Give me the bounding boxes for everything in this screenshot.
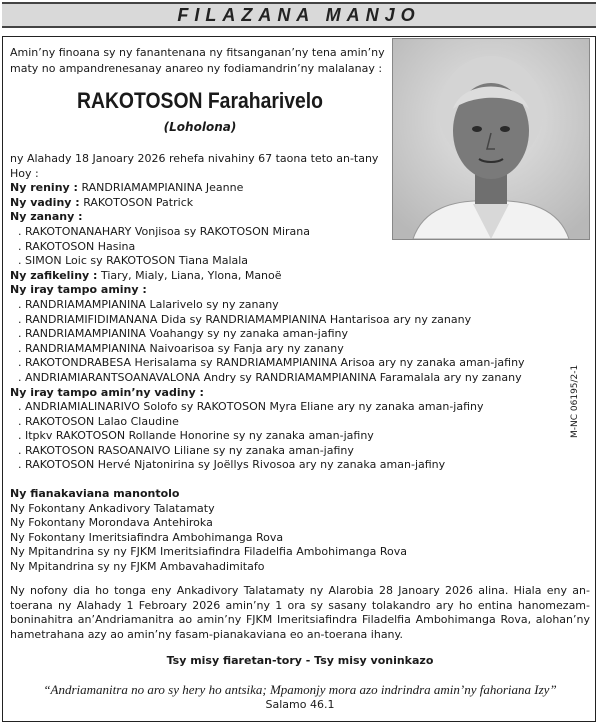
spouse-line <box>10 196 580 211</box>
mother-label: Ny reniny : <box>10 181 78 195</box>
siblings-label: Ny iray tampo aminy : <box>10 283 147 297</box>
spouse-siblings-label: Ny iray tampo amin’ny vadiny : <box>10 385 204 399</box>
spouse-name: RAKOTOSON Patrick <box>83 195 194 209</box>
spouse-label: Ny vadiny : <box>10 195 80 209</box>
deceased-name: RAKOTOSON Faraharivelo <box>76 88 324 113</box>
family-list <box>10 152 580 575</box>
list-item: . RANDRIAMAMPIANINA Voahangy sy ny zanaka aman-jafiny <box>18 327 348 341</box>
funeral-details: Ny nofony dia ho tonga eny Ankadivory Talatamaty ny Alarobia 28 Janoary 2026 alina. Hiala eny an-toerana ny Alahady 1 Febroary 2026 amin’ny 1 ora sy sasany tolakandro ary ho entina hanomezam-boninahitra an’Andriamanitra ao amin’ny FJKM Imeritsiafindra Filadelfia Ambohimanga Rova, alohan’ny hametrahana azy ao amin’ny fasam-pianakaviana eo an-toerana ihany. <box>10 584 590 641</box>
verse-reference: Salamo 46.1 <box>265 698 335 711</box>
grandchildren-line <box>10 269 580 284</box>
children-label: Ny zanany : <box>10 210 83 224</box>
header-title: FILAZANA MANJO <box>177 5 421 25</box>
list-item: . RANDRIAMIFIDIMANANA Dida sy RANDRIAMAMPIANINA Hantarisoa ary ny zanany <box>18 312 472 326</box>
list-item: Ny Fokontany Imeritsiafindra Ambohimanga Rova <box>10 530 284 544</box>
list-item: . RAKOTONDRABESA Herisalama sy RANDRIAMAMPIANINA Arisoa ary ny zanaka aman-jafiny <box>18 356 525 370</box>
list-item: . RAKOTOSON Hervé Njatonirina sy Joëllys Rivosoa ary ny zanaka aman-jafiny <box>18 458 446 472</box>
mother-name: RANDRIAMAMPIANINA Jeanne <box>81 181 244 195</box>
list-item: . RAKOTONANAHARY Vonjisoa sy RAKOTOSON Mirana <box>18 224 310 238</box>
reference-code: M-NC 06195/2-1 <box>570 364 580 438</box>
list-item: . SIMON Loic sy RAKOTOSON Tiana Malala <box>18 254 249 268</box>
list-item: Ny Fokontany Ankadivory Talatamaty <box>10 501 215 515</box>
list-item: . Itpkv RAKOTOSON Rollande Honorine sy ny zanaka aman-jafiny <box>18 429 374 443</box>
list-item: . RAKOTOSON Hasina <box>18 239 136 253</box>
hoy-label: Hoy : <box>10 166 39 180</box>
bible-verse: “Andriamanitra no aro sy hery ho antsika; Mpamonjy mora azo indrindra amin’ny fahoriana Izy” <box>43 682 557 697</box>
list-item: Ny Fokontany Morondava Antehiroka <box>10 516 213 530</box>
death-notice: ny Alahady 18 Janoary 2026 rehefa nivahiny 67 taona teto an-tany <box>10 152 379 165</box>
no-flowers-note: Tsy misy fiaretan-tory - Tsy misy voninkazo <box>166 654 434 667</box>
relatives-label: Ny fianakaviana manontolo <box>10 487 180 501</box>
list-item: . RANDRIAMAMPIANINA Lalarivelo sy ny zanany <box>18 297 279 311</box>
list-item: . ANDRIAMIARANTSOANAVALONA Andry sy RANDRIAMAMPIANINA Faramalala ary ny zanany <box>18 370 522 384</box>
list-item: Ny Mpitandrina sy ny FJKM Ambavahadimitafo <box>10 560 265 574</box>
notice-header <box>2 2 596 28</box>
list-item: . RANDRIAMAMPIANINA Naivoarisoa sy Fanja ary ny zanany <box>18 341 344 355</box>
list-item: . ANDRIAMIALINARIVO Solofo sy RAKOTOSON Myra Eliane ary ny zanaka aman-jafiny <box>18 400 484 414</box>
list-item: . RAKOTOSON Lalao Claudine <box>18 414 179 428</box>
list-item: Ny Mpitandrina sy ny FJKM Imeritsiafindra Filadelfia Ambohimanga Rova <box>10 545 407 559</box>
intro-text: Amin’ny finoana sy ny fanantenana ny fitsanganan’ny tena amin’ny maty no ampandrenesanay anareo ny fodiamandrin’ny malalanay : <box>10 46 385 75</box>
mother-line <box>10 181 580 196</box>
grandchildren-label: Ny zafikeliny : <box>10 268 98 282</box>
list-item: . RAKOTOSON RASOANAIVO Liliane sy ny zanaka aman-jafiny <box>18 443 354 457</box>
deceased-nickname: (Loholona) <box>163 120 237 134</box>
grandchildren-names: Tiary, Mialy, Liana, Ylona, Manoë <box>100 268 282 282</box>
